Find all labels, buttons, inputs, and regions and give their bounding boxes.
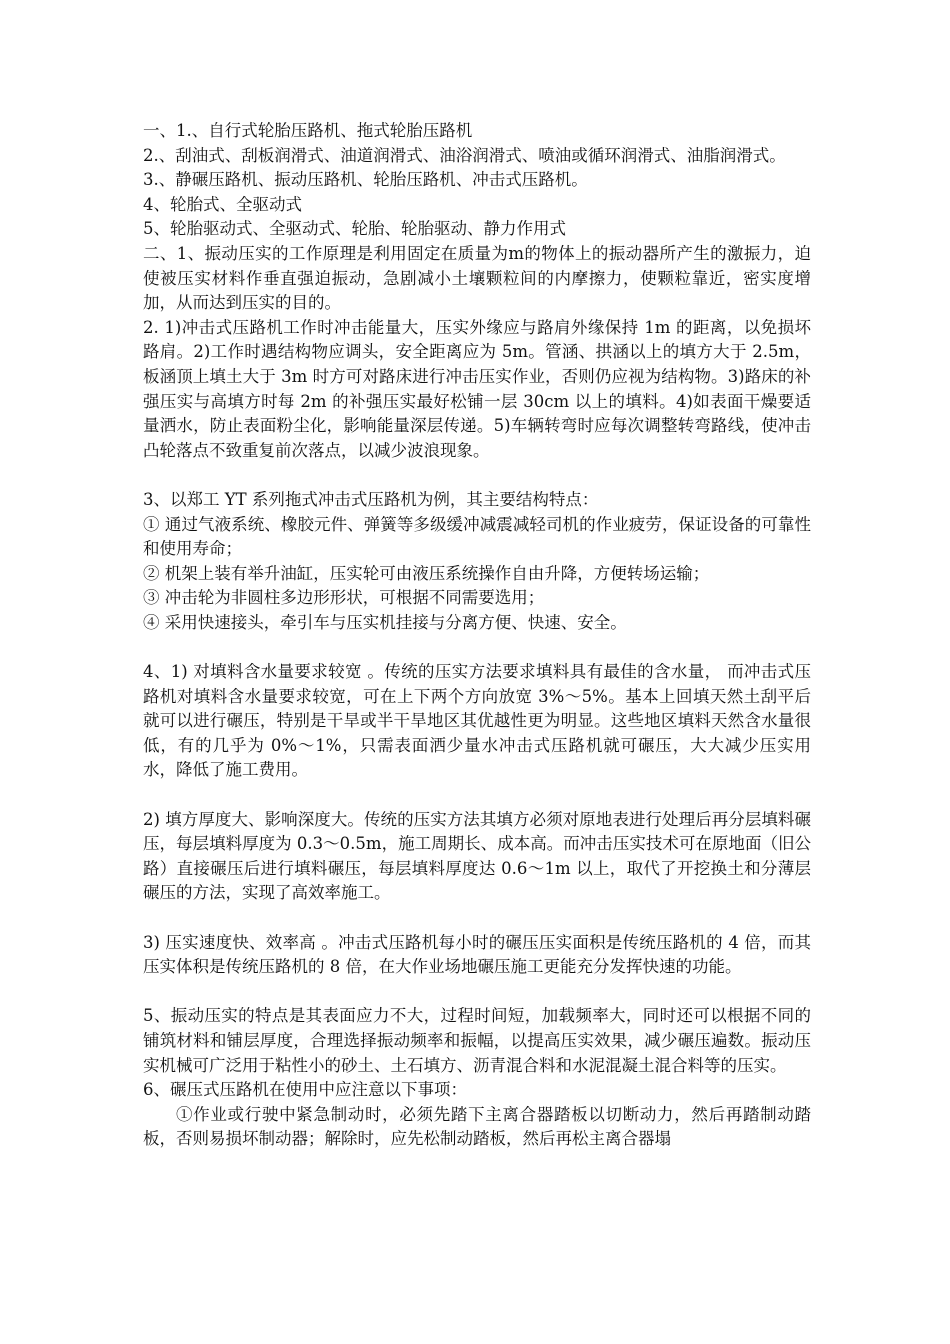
document-body — [143, 119, 811, 1152]
paragraph-answer-2-1: 二、1、振动压实的工作原理是利用固定在质量为m的物体上的振动器所产生的激振力，迫使被压实材料作垂直强迫振动，急剧减小土壤颗粒间的内摩擦力，使颗粒靠近，密实度增加，从而达到压实的目的。 — [143, 243, 811, 313]
paragraph-answer-2-2: 2. 1)冲击式压路机工作时冲击能量大，压实外缘应与路肩外缘保持 1m 的距离，以免损坏路肩。2)工作时遇结构物应调头，安全距离应为 5m。管涵、拱涵以上的填方大于 2.5m，板涵顶上填土大于 3m 时方可对路床进行冲击压实作业，否则仍应视为结构物。3)路床的补强压实与高填方时每 2m 的补强压实最好松铺一层 30cm 以上的填料。4)如表面干燥要适量洒水，防止表面粉尘化，影响能量深层传递。5)车辆转弯时应每次调整转弯路线，使冲击凸轮落点不致重复前次落点，以减少波浪现象。 — [143, 317, 811, 460]
paragraph-answer-2-3: 3、以郑工 YT 系列拖式冲击式压路机为例，其主要结构特点： — [143, 489, 599, 509]
paragraph-answer-2-5: 5、振动压实的特点是其表面应力不大，过程时间短，加载频率大，同时还可以根据不同的铺筑材料和铺层厚度，合理选择振动频率和振幅，以提高压实效果，减少碾压遍数。振动压实机械可广泛用于粘性小的砂土、土石填方、沥青混合料和水泥混凝土混合料等的压实。 — [143, 1006, 811, 1075]
paragraph-answer-2-4-3: 3) 压实速度快、效率高 。冲击式压路机每小时的碾压压实面积是传统压路机的 4 倍，而其压实体积是传统压路机的 8 倍，在大作业场地碾压施工更能充分发挥快速的功能。 — [143, 932, 811, 977]
list-item-feature-4: ④ 采用快速接头，牵引车与压实机挂接与分离方便、快速、安全。 — [143, 612, 627, 632]
paragraph-spacer — [143, 980, 811, 1005]
paragraph-answer-1-4: 4、轮胎式、全驱动式 — [143, 194, 302, 214]
paragraph-answer-1-3: 3.、静碾压路机、振动压路机、轮胎压路机、冲击式压路机。 — [143, 170, 588, 190]
paragraph-answer-2-4-2: 2) 填方厚度大、影响深度大。传统的压实方法其填方必须对原地表进行处理后再分层填料碾压，每层填料厚度为 0.3～0.5m，施工周期长、成本高。而冲击压实技术可在原地面（旧公路）直接碾压后进行填料碾压，每层填料厚度达 0.6～1m 以上，取代了开挖换土和分薄层碾压的方法，实现了高效率施工。 — [143, 809, 811, 903]
paragraph-spacer — [143, 783, 811, 808]
paragraph-answer-2-6-item-1: ①作业或行驶中紧急制动时，必须先踏下主离合器踏板以切断动力，然后再踏制动踏板，否则易损坏制动器；解除时，应先松制动踏板，然后再松主离合器塌 — [143, 1104, 811, 1149]
paragraph-spacer — [143, 463, 811, 488]
paragraph-answer-1-2: 2.、刮油式、刮板润滑式、油道润滑式、油浴润滑式、喷油或循环润滑式、油脂润滑式。 — [143, 145, 786, 165]
paragraph-answer-1-1: 一、1.、自行式轮胎压路机、拖式轮胎压路机 — [143, 121, 473, 140]
paragraph-answer-2-4-1: 4、1) 对填料含水量要求较宽 。传统的压实方法要求填料具有最佳的含水量， 而冲击式压路机对填料含水量要求较宽，可在上下两个方向放宽 3%～5%。基本上回填天然土刮平后就可以进行碾压，特别是干旱或半干旱地区其优越性更为明显。这些地区填料天然含水量很低，有的几乎为 0%～1%，只需表面洒少量水冲击式压路机就可碾压，大大减少压实用水，降低了施工费用。 — [143, 662, 811, 780]
list-item-feature-3: ③ 冲击轮为非圆柱多边形形状，可根据不同需要选用； — [143, 588, 545, 608]
paragraph-answer-2-6: 6、碾压式压路机在使用中应注意以下事项： — [143, 1080, 467, 1100]
list-item-feature-2: ② 机架上装有举升油缸，压实轮可由液压系统操作自由升降，方便转场运输； — [143, 563, 710, 583]
list-item-feature-1: ① 通过气液系统、橡胶元件、弹簧等多级缓冲减震减轻司机的作业疲劳，保证设备的可靠性和使用寿命； — [143, 514, 811, 559]
paragraph-spacer — [143, 906, 811, 931]
paragraph-spacer — [143, 635, 811, 660]
paragraph-answer-1-5: 5、轮胎驱动式、全驱动式、轮胎、轮胎驱动、静力作用式 — [143, 219, 566, 239]
